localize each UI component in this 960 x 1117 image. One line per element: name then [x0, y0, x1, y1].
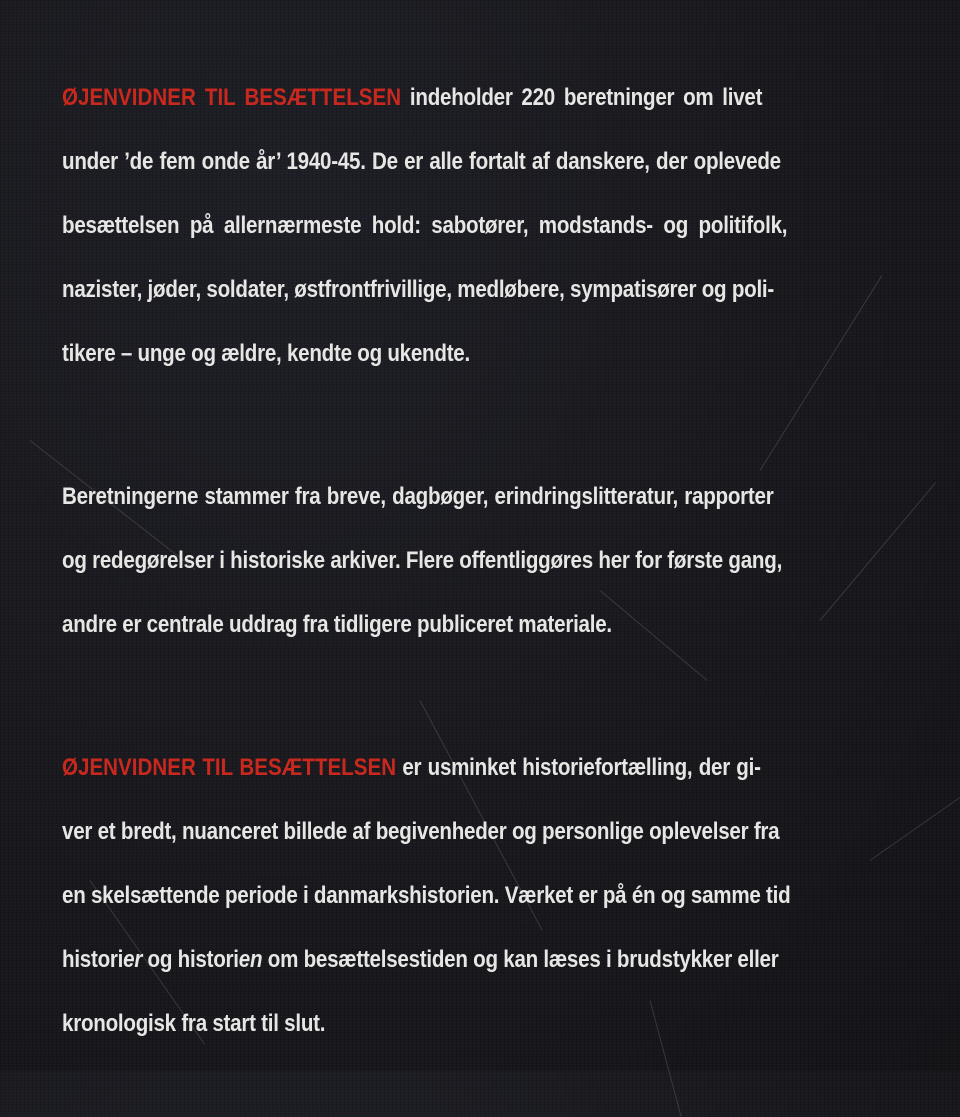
paragraph-1 — [62, 66, 888, 386]
text-line: tikere – unge og ældre, kendte og ukendte. — [62, 340, 470, 367]
text-line — [62, 66, 763, 130]
line-text: indeholder 220 beretninger om livet — [401, 84, 763, 111]
text-line: en skelsættende periode i danmarkshistorien. Værket er på én og samme tid — [62, 882, 791, 909]
line-text: histori — [62, 946, 124, 973]
text-line: ver et bredt, nuanceret billede af begivenheder og personlige oplevelser fra — [62, 818, 780, 845]
text-line: under ’de fem onde år’ 1940-45. De er alle fortalt af danskere, der oplevede — [62, 148, 781, 175]
book-title-highlight: ØJENVIDNER TIL BESÆTTELSEN — [62, 754, 397, 781]
paragraph-2 — [62, 465, 888, 657]
paragraph-3 — [62, 736, 888, 1056]
emphasis-text: en — [238, 946, 263, 973]
line-text: er usminket historiefortælling, der gi- — [396, 754, 761, 781]
line-text: om besættelsestiden og kan læses i brudstykker eller — [262, 946, 779, 973]
text-line: kronologisk fra start til slut. — [62, 1010, 326, 1037]
text-line: andre er centrale uddrag fra tidligere publiceret materiale. — [62, 611, 612, 638]
text-line: Beretningerne stammer fra breve, dagbøger, erindringslitteratur, rapporter — [62, 483, 774, 510]
book-title-highlight: ØJENVIDNER TIL BESÆTTELSEN — [62, 84, 402, 111]
text-line: og redegørelser i historiske arkiver. Flere offentliggøres her for første gang, — [62, 547, 783, 574]
text-line: nazister, jøder, soldater, østfrontfrivillige, medløbere, sympatisører og poli- — [62, 276, 775, 303]
back-cover-text — [62, 66, 888, 1056]
emphasis-text: er — [123, 946, 143, 973]
line-text: og histori — [142, 946, 239, 973]
text-line — [62, 928, 779, 992]
text-line — [62, 736, 761, 800]
text-line: besættelsen på allernærmeste hold: sabotører, modstands- og politifolk, — [62, 212, 788, 239]
